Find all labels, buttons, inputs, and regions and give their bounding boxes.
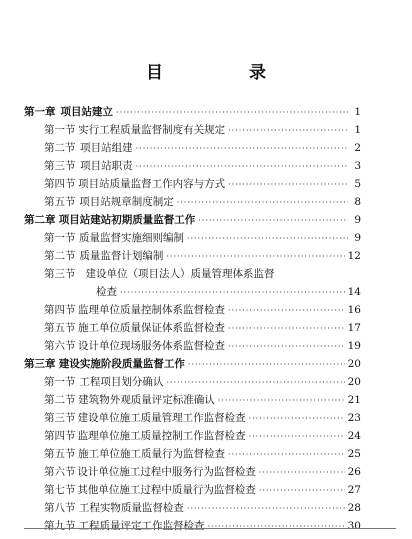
- page-number: 19: [347, 340, 361, 352]
- section-number: 第二节: [44, 142, 76, 154]
- section-number: 第六节: [44, 340, 76, 352]
- chapter-number: 第二章: [24, 214, 56, 226]
- page-number: 14: [347, 286, 361, 298]
- page-number: 25: [347, 448, 361, 460]
- section-title: 设计单位施工过程中服务行为监督检查: [77, 466, 256, 478]
- page-number: 16: [347, 304, 361, 316]
- leader-dots: [249, 429, 345, 445]
- chapter-title: 建设实施阶段质量监督工作: [58, 358, 185, 370]
- section-number: 第二节: [44, 394, 76, 406]
- section-title: 建筑物外观质量评定标准确认: [78, 394, 215, 406]
- leader-dots: [259, 465, 345, 481]
- section-number: 第三节: [44, 160, 76, 172]
- toc-section: [44, 482, 361, 498]
- toc-section: [44, 230, 361, 246]
- section-number: 第五节: [44, 322, 76, 334]
- page-number: 28: [347, 502, 361, 514]
- section-title: 施工单位施工质量行为监督检查: [78, 448, 226, 460]
- section-number: 第七节: [44, 484, 76, 496]
- toc-section: [44, 302, 361, 318]
- section-title: 质量监督计划编制: [79, 250, 164, 262]
- leader-dots: [136, 159, 348, 175]
- page-number: 5: [354, 178, 361, 190]
- leader-dots: [116, 105, 348, 121]
- section-number: 第二节: [44, 250, 76, 262]
- leader-dots: [187, 501, 345, 517]
- section-title: 工程实物质量监督检查: [78, 502, 184, 514]
- leader-dots: [187, 231, 348, 247]
- leader-dots: [249, 411, 345, 427]
- section-title: 项目站职责: [80, 160, 133, 172]
- section-title: 施工单位质量保证体系监督检查: [78, 322, 226, 334]
- section-number: 第四节: [44, 430, 76, 442]
- leader-dots: [259, 483, 345, 499]
- leader-dots: [198, 213, 348, 229]
- chapter-number: 第一章: [24, 106, 56, 118]
- page-number: 3: [354, 160, 361, 172]
- leader-dots: [166, 375, 344, 391]
- toc-chapter-1: [24, 104, 361, 120]
- toc-section: [44, 338, 361, 354]
- section-title: 建设单位施工质量管理工作监督检查: [77, 412, 246, 424]
- page-number: 24: [347, 430, 361, 442]
- toc-section: [44, 500, 361, 516]
- leader-dots: [228, 303, 345, 319]
- leader-dots: [218, 393, 345, 409]
- section-title: 监理单位质量控制体系监督检查: [78, 304, 226, 316]
- section-number: 第一节: [44, 376, 76, 388]
- section-title: 项目站质量监督工作内容与方式: [78, 178, 226, 190]
- leader-dots: [207, 519, 344, 535]
- section-title: 工程项目划分确认: [79, 376, 164, 388]
- page-number: 26: [347, 466, 361, 478]
- page-number: 8: [354, 196, 361, 208]
- toc-section: [44, 392, 361, 408]
- toc-section: [44, 374, 361, 390]
- section-title: 其他单位施工过程中质量行为监督检查: [77, 484, 256, 496]
- leader-dots: [228, 177, 348, 193]
- section-number: 第一节: [44, 232, 76, 244]
- page-number: 12: [347, 250, 361, 262]
- chapter-title: 项目站建站初期质量监督工作: [58, 214, 196, 226]
- section-title: 设计单位现场服务体系监督检查: [78, 340, 226, 352]
- page-number: 17: [347, 322, 361, 334]
- leader-dots: [228, 123, 348, 139]
- section-number: 第三节: [44, 268, 76, 280]
- chapter-title: 项目站建立: [60, 106, 114, 118]
- chapter-number: 第三章: [24, 358, 56, 370]
- leader-dots: [177, 195, 348, 211]
- section-title: 质量监督实施细则编制: [79, 232, 184, 244]
- page-number: 1: [354, 106, 361, 118]
- leader-dots: [228, 447, 345, 463]
- toc-section: [44, 194, 361, 210]
- page-number: 1: [354, 124, 361, 136]
- section-title: 监理单位施工质量控制工作监督检查: [77, 430, 246, 442]
- leader-dots: [188, 357, 345, 373]
- toc-section: [44, 248, 361, 264]
- section-title: 实行工程质量监督制度有关规定: [78, 124, 226, 136]
- bottom-rule: [24, 528, 396, 529]
- toc-section: [44, 320, 361, 336]
- leader-dots: [166, 249, 344, 265]
- toc-chapter-3: [24, 356, 361, 372]
- page-title: 目 录: [146, 63, 306, 83]
- toc-section: [44, 158, 361, 174]
- toc-section: [44, 140, 361, 156]
- leader-dots: [228, 321, 345, 337]
- section-title: 工程质量评定工作监督检查: [78, 520, 205, 532]
- section-number: 第三节: [44, 412, 76, 424]
- leader-dots: [228, 339, 345, 355]
- section-number: 第一节: [44, 124, 76, 136]
- leader-dots: [136, 141, 348, 157]
- page-number: 21: [347, 394, 361, 406]
- toc-section: [44, 410, 361, 426]
- page-number: 20: [347, 376, 361, 388]
- toc-section: [44, 176, 361, 192]
- toc-section-continued: [96, 284, 361, 300]
- section-title: 项目站组建: [80, 142, 133, 154]
- section-number: 第六节: [44, 466, 76, 478]
- page-number: 2: [354, 142, 361, 154]
- toc-section: [44, 464, 361, 480]
- page-number: 27: [347, 484, 361, 496]
- toc-section: [44, 446, 361, 462]
- leader-dots: [120, 285, 345, 301]
- section-number: 第八节: [44, 502, 76, 514]
- page-number: 9: [354, 232, 361, 244]
- page-number: 30: [347, 520, 361, 532]
- section-number: 第四节: [44, 304, 76, 316]
- page-number: 20: [347, 358, 361, 370]
- section-title: 建设单位（项目法人）质量管理体系监督: [85, 268, 275, 280]
- section-number: 第五节: [44, 196, 76, 208]
- section-number: 第四节: [44, 178, 76, 190]
- page-number: 23: [347, 412, 361, 424]
- toc-section: [44, 122, 361, 138]
- page-number: 9: [354, 214, 361, 226]
- toc-section: [44, 518, 361, 534]
- section-title-continued: 检查: [96, 286, 117, 298]
- toc-section: [44, 428, 361, 444]
- section-number: 第九节: [44, 520, 76, 532]
- toc-chapter-2: [24, 212, 361, 228]
- toc-section: [44, 266, 361, 282]
- section-title: 项目站规章制度制定: [79, 196, 174, 208]
- section-number: 第五节: [44, 448, 76, 460]
